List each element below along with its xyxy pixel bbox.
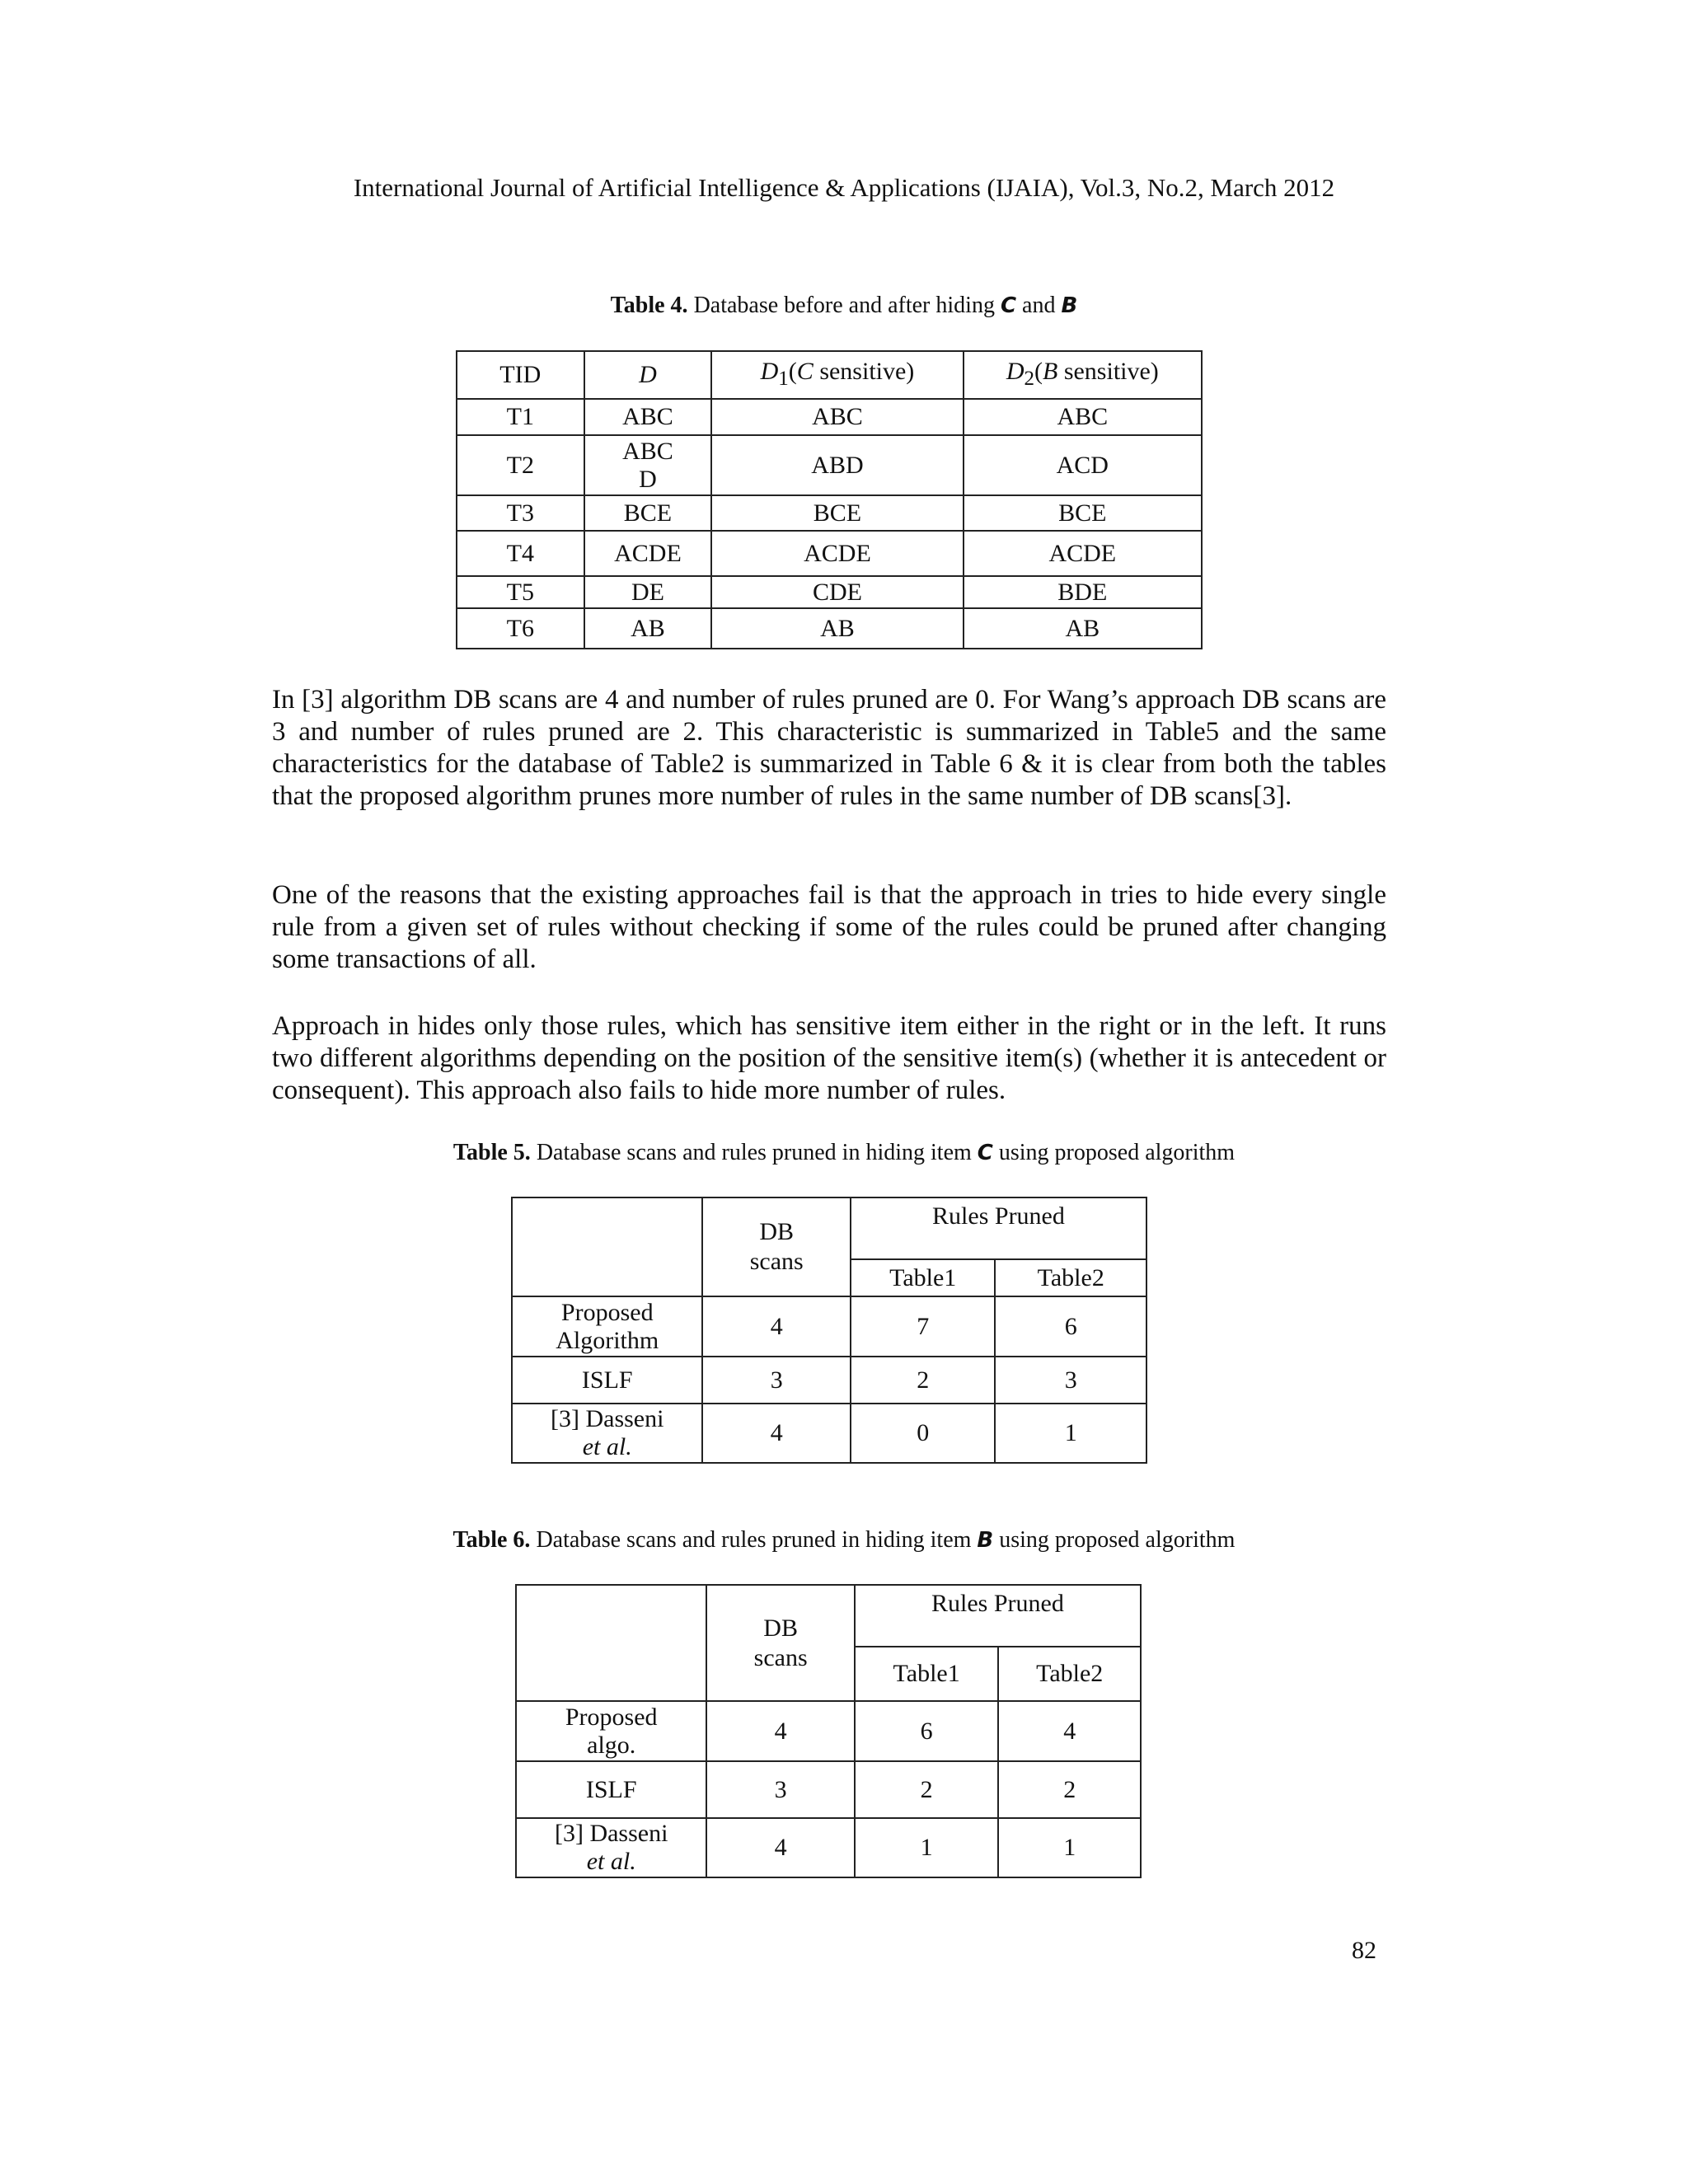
table4-caption-and: and (1022, 293, 1056, 318)
table4-caption-sym1: C (1000, 293, 1017, 318)
d-cell (584, 435, 712, 495)
d-cell: AB (584, 608, 712, 649)
table1-cell: 6 (855, 1701, 999, 1761)
table4-header-d-sym: D (639, 361, 657, 388)
table-row (457, 608, 1202, 649)
table5-rules-pruned-header: Rules Pruned (851, 1197, 1146, 1259)
table6 (515, 1584, 1142, 1878)
table1-cell: 1 (855, 1818, 999, 1877)
d2-cell: ACD (964, 435, 1202, 495)
tid-cell: T4 (457, 531, 584, 576)
table2-cell: 4 (998, 1701, 1141, 1761)
table1-cell: 2 (851, 1357, 996, 1404)
table5-header-row (512, 1197, 1146, 1259)
table6-caption (0, 1527, 1688, 1554)
d-cell: ACDE (584, 531, 712, 576)
table4-caption-label: Table 4. (610, 293, 688, 318)
table1-cell: 0 (851, 1404, 996, 1463)
table4-header-tid: TID (457, 351, 584, 399)
d2-subscript: 2 (1024, 367, 1034, 390)
table6-caption-sym: B (977, 1528, 994, 1553)
row-label-line2: algo. (587, 1731, 636, 1759)
table-row (512, 1296, 1146, 1357)
table5-caption-text: Database scans and rules pruned in hiding item (536, 1140, 972, 1165)
d2-cell: ABC (964, 399, 1202, 435)
table4 (456, 350, 1203, 649)
table5-caption (0, 1140, 1688, 1166)
table2-cell: 6 (995, 1296, 1146, 1357)
d1-cell: ACDE (711, 531, 963, 576)
row-label-line1: Proposed (565, 1703, 658, 1731)
table5-table1-header: Table1 (851, 1259, 996, 1296)
table-row (457, 435, 1202, 495)
db-scans-line2: scans (749, 1248, 804, 1275)
tid-cell: T6 (457, 608, 584, 649)
d-cell: ABC (584, 399, 712, 435)
table6-table2-header: Table2 (998, 1647, 1141, 1701)
d-cell: DE (584, 576, 712, 608)
table5-db-scans-header (702, 1197, 850, 1296)
table-row (457, 495, 1202, 531)
table-row (457, 399, 1202, 435)
db-scans-cell: 4 (702, 1404, 850, 1463)
table4-caption (0, 293, 1688, 319)
table6-header-row (516, 1585, 1141, 1647)
row-label-line2: et al. (582, 1433, 632, 1460)
table6-caption-text: Database scans and rules pruned in hiding item (536, 1527, 972, 1553)
row-label (512, 1296, 702, 1357)
row-label: ISLF (516, 1761, 706, 1818)
table6-caption-label: Table 6. (452, 1527, 531, 1553)
paragraph-1: In [3] algorithm DB scans are 4 and number of rules pruned are 0. For Wang’s approach DB scans are 3 and number of rules pruned are 2. This characteristic is summarized in Table5 and the same characteristics for the database of Table2 is summarized in Table 6 & it is clear from both the tables that the proposed algorithm prunes more number of rules in the same number of DB scans[3]. (272, 685, 1386, 811)
d1-symbol: D (760, 357, 779, 385)
table5 (511, 1197, 1147, 1464)
table5-corner-cell (512, 1197, 702, 1296)
table5-caption-label: Table 5. (452, 1140, 531, 1165)
db-scans-cell: 4 (706, 1701, 854, 1761)
table1-cell: 2 (855, 1761, 999, 1818)
tid-cell: T5 (457, 576, 584, 608)
d2-variable: B (1042, 357, 1058, 385)
db-scans-cell: 4 (706, 1818, 854, 1877)
row-label (516, 1701, 706, 1761)
d1-cell: CDE (711, 576, 963, 608)
d-cell-line1: ABC (622, 437, 673, 465)
d1-subscript: 1 (778, 367, 789, 390)
paragraph-3: Approach in hides only those rules, which has sensitive item either in the right or in the left. It runs two different algorithms depending on the position of the sensitive item(s) (whether it is antecedent or consequent). This approach also fails to hide more number of rules. (272, 1011, 1386, 1105)
tid-cell: T1 (457, 399, 584, 435)
d2-open-paren: ( (1034, 357, 1043, 385)
row-label-line2: et al. (586, 1848, 636, 1875)
page-number: 82 (1352, 1937, 1376, 1964)
table-row (516, 1761, 1141, 1818)
table-row (457, 531, 1202, 576)
table-row (516, 1818, 1141, 1877)
table5-caption-sym: C (977, 1141, 993, 1165)
d-cell-line2: D (639, 465, 657, 493)
d2-cell: AB (964, 608, 1202, 649)
table4-header-d1 (711, 351, 963, 399)
d2-cell: BDE (964, 576, 1202, 608)
row-label (512, 1404, 702, 1463)
d1-cell: ABC (711, 399, 963, 435)
table6-caption-tail: using proposed algorithm (999, 1527, 1236, 1553)
d1-sensitive-label: sensitive) (813, 357, 915, 385)
table2-cell: 3 (995, 1357, 1146, 1404)
tid-cell: T3 (457, 495, 584, 531)
db-scans-cell: 3 (706, 1761, 854, 1818)
row-label-line1: Proposed (560, 1298, 654, 1326)
table4-header-row (457, 351, 1202, 399)
table6-table1-header: Table1 (855, 1647, 999, 1701)
table4-caption-text: Database before and after hiding (693, 293, 995, 318)
d1-variable: C (796, 357, 814, 385)
table4-header-d2 (964, 351, 1202, 399)
d2-sensitive-label: sensitive) (1057, 357, 1159, 385)
running-header: International Journal of Artificial Intelligence & Applications (IJAIA), Vol.3, No.2, March 2012 (353, 173, 1335, 202)
d2-cell: ACDE (964, 531, 1202, 576)
paragraph-2: One of the reasons that the existing approaches fail is that the approach in tries to hide every single rule from a given set of rules without checking if some of the rules could be pruned after changing some transactions of all. (272, 880, 1386, 974)
db-scans-cell: 3 (702, 1357, 850, 1404)
table2-cell: 2 (998, 1761, 1141, 1818)
d2-symbol: D (1006, 357, 1025, 385)
d1-cell: AB (711, 608, 963, 649)
row-label (516, 1818, 706, 1877)
table4-caption-sym2: B (1061, 293, 1078, 318)
table-row (516, 1701, 1141, 1761)
row-label-line2: Algorithm (556, 1326, 659, 1354)
db-scans-line1: DB (759, 1218, 795, 1245)
table6-corner-cell (516, 1585, 706, 1701)
table-row (457, 576, 1202, 608)
table4-header-d (584, 351, 712, 399)
d-cell: BCE (584, 495, 712, 531)
db-scans-line2: scans (753, 1643, 808, 1671)
table1-cell: 7 (851, 1296, 996, 1357)
table6-rules-pruned-header: Rules Pruned (855, 1585, 1141, 1647)
tid-cell: T2 (457, 435, 584, 495)
db-scans-line1: DB (763, 1614, 798, 1642)
row-label: ISLF (512, 1357, 702, 1404)
row-label-line1: [3] Dasseni (554, 1820, 668, 1847)
table-row (512, 1357, 1146, 1404)
row-label-line1: [3] Dasseni (551, 1405, 664, 1432)
db-scans-cell: 4 (702, 1296, 850, 1357)
table5-table2-header: Table2 (995, 1259, 1146, 1296)
table6-db-scans-header (706, 1585, 854, 1701)
table5-caption-tail: using proposed algorithm (998, 1140, 1236, 1165)
table2-cell: 1 (995, 1404, 1146, 1463)
d1-cell: ABD (711, 435, 963, 495)
table-row (512, 1404, 1146, 1463)
d1-cell: BCE (711, 495, 963, 531)
table2-cell: 1 (998, 1818, 1141, 1877)
d1-open-paren: ( (788, 357, 797, 385)
d2-cell: BCE (964, 495, 1202, 531)
